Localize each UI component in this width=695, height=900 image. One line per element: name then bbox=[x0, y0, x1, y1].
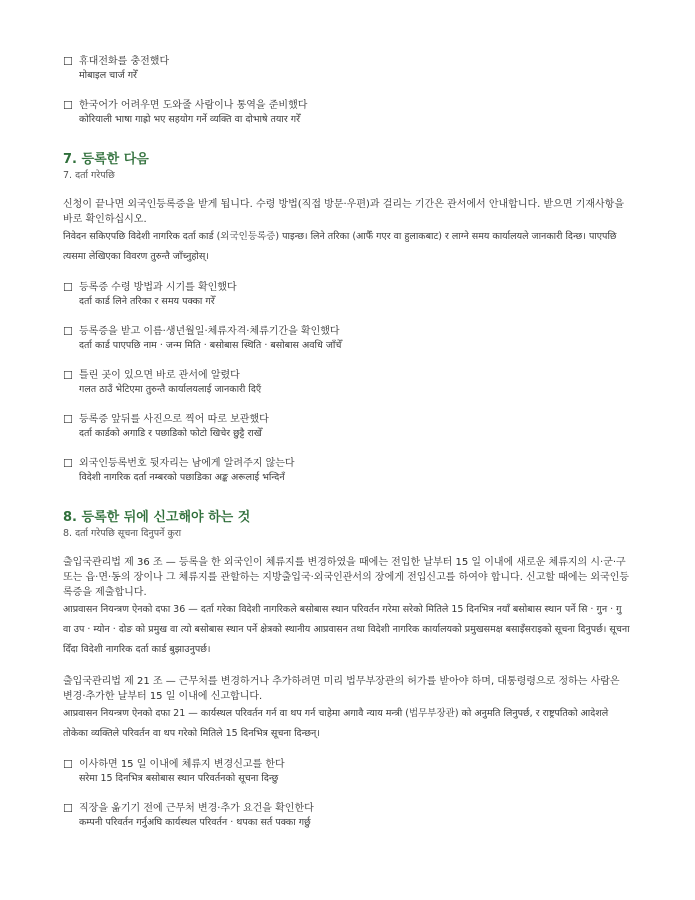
checklist-item[interactable] bbox=[63, 281, 632, 309]
checklist-item-korean: 한국어가 어려우면 도와줄 사람이나 통역을 준비했다 bbox=[79, 100, 308, 111]
checkbox-icon[interactable]: ☐ bbox=[63, 99, 73, 112]
checklist-item-korean: 직장을 옮기기 전에 근무처 변경·추가 요건을 확인한다 bbox=[79, 803, 314, 814]
checkbox-icon[interactable]: ☐ bbox=[63, 802, 73, 815]
section-subtitle-8: 8. दर्ता गरेपछि सूचना दिनुपर्ने कुरा bbox=[63, 528, 182, 539]
paragraph-korean: 신청이 끝나면 외국인등록증을 받게 됩니다. 수령 방법(직접 방문·우편)과 걸리는 기간은 관서에서 안내합니다. 받으면 기재사항을 바로 확인하십시오. bbox=[63, 199, 624, 225]
paragraph-nepali: निवेदन सकिएपछि विदेशी नागरिक दर्ता कार्ड (외국인등록증) पाइन्छ। लिने तरिका (आफैँ गएर वा हुलाकबाट) र लाग्ने समय कार्यालयले जानकारी दिन्छ। पाएपछि त्यसमा लेखिएका विवरण तुरुन्तै जाँच्नुहोस्। bbox=[63, 231, 617, 262]
section-subtitle-7: 7. दर्ता गरेपछि bbox=[63, 170, 115, 181]
checklist-item-nepali: गलत ठाउँ भेटिएमा तुरुन्तै कार्यालयलाई जानकारी दिएँ bbox=[79, 384, 262, 395]
checklist-item[interactable] bbox=[63, 758, 632, 786]
checklist-item-korean: 등록증 수령 방법과 시기를 확인했다 bbox=[79, 282, 237, 293]
checklist-item-korean: 등록증 앞뒤를 사진으로 찍어 따로 보관했다 bbox=[79, 414, 269, 425]
checkbox-icon[interactable]: ☐ bbox=[63, 369, 73, 382]
paragraph bbox=[63, 674, 632, 744]
checklist-item[interactable] bbox=[63, 369, 632, 397]
paragraph-nepali: आप्रवासन नियन्त्रण ऐनको दफा 21 — कार्यस्थल परिवर्तन गर्न वा थप गर्न चाहेमा अगावै न्याय मन्त्री (법무부장관) को अनुमति लिनुपर्छ, र राष्ट्रपतिको आदेशले तोकेका व्यक्तिले परिवर्तन वा थप गरेको मितिले 15 दिनभित्र सूचना दिन्छन्। bbox=[63, 708, 609, 739]
checklist-item-nepali: सरेमा 15 दिनभित्र बसोबास स्थान परिवर्तनको सूचना दिन्छु bbox=[79, 773, 279, 784]
checkbox-icon[interactable]: ☐ bbox=[63, 758, 73, 771]
checklist-item-nepali: दर्ता कार्ड लिने तरिका र समय पक्का गरेँ bbox=[79, 296, 215, 307]
checklist-item-nepali: कोरियाली भाषा गाह्रो भए सहयोग गर्ने व्यक्ति वा दोभाषे तयार गरेँ bbox=[79, 114, 301, 125]
checklist-item-korean: 등록증을 받고 이름·생년월일·체류자격·체류기간을 확인했다 bbox=[79, 326, 340, 337]
checklist-item[interactable] bbox=[63, 55, 632, 83]
paragraph-korean: 출입국관리법 제 36 조 — 등록을 한 외국인이 체류지를 변경하였을 때에는 전입한 날부터 15 일 이내에 새로운 체류지의 시·군·구 또는 읍·면·동의 장이나 그 체류지를 관할하는 지방출입국·외국인관서의 장에게 전입신고를 하여야 합니다. 신고할 때에는 외국인등록증을 제출합니다. bbox=[63, 557, 630, 598]
checklist-item-nepali: मोबाइल चार्ज गरेँ bbox=[79, 70, 137, 81]
checkbox-icon[interactable]: ☐ bbox=[63, 457, 73, 470]
paragraph-korean: 출입국관리법 제 21 조 — 근무처를 변경하거나 추가하려면 미리 법무부장관의 허가를 받아야 하며, 대통령령으로 정하는 사람은 변경·추가한 날부터 15 일 이내에 신고합니다. bbox=[63, 676, 620, 702]
checklist-item[interactable] bbox=[63, 457, 632, 485]
checkbox-icon[interactable]: ☐ bbox=[63, 55, 73, 68]
checklist-item-nepali: कम्पनी परिवर्तन गर्नुअघि कार्यस्थल परिवर्तन · थपका सर्त पक्का गर्छु bbox=[79, 817, 311, 828]
paragraph bbox=[63, 197, 632, 267]
checkbox-icon[interactable]: ☐ bbox=[63, 413, 73, 426]
checkbox-icon[interactable]: ☐ bbox=[63, 325, 73, 338]
checklist-item[interactable] bbox=[63, 413, 632, 441]
checklist-item[interactable] bbox=[63, 325, 632, 353]
checklist-item-korean: 이사하면 15 일 이내에 체류지 변경신고를 한다 bbox=[79, 759, 285, 770]
paragraph-nepali: आप्रवासन नियन्त्रण ऐनको दफा 36 — दर्ता गरेका विदेशी नागरिकले बसोबास स्थान परिवर्तन गरेमा सरेको मितिले 15 दिनभित्र नयाँ बसोबास स्थान पर्ने सि · गुन · गु वा उप · म्योन · दोङ को प्रमुख वा त्यो बसोबास स्थान पर्ने क्षेत्रको स्थानीय आप्रवासन तथा विदेशी नागरिक कार्यालयको प्रमुखसमक्ष बसाइँसराइको सूचना दिनुपर्छ। सूचना दिँदा विदेशी नागरिक दर्ता कार्ड बुझाउनुपर्छ। bbox=[63, 604, 630, 655]
section-heading-7: 7. 등록한 다음 bbox=[63, 152, 149, 167]
checklist-item-nepali: विदेशी नागरिक दर्ता नम्बरको पछाडिका अङ्क अरूलाई भन्दिनँ bbox=[79, 472, 285, 483]
checklist-item[interactable] bbox=[63, 99, 632, 127]
checklist-item-korean: 외국인등록번호 뒷자리는 남에게 알려주지 않는다 bbox=[79, 458, 295, 469]
checklist-item-korean: 휴대전화를 충전했다 bbox=[79, 56, 170, 67]
checklist-item[interactable] bbox=[63, 802, 632, 830]
checklist-item-nepali: दर्ता कार्डको अगाडि र पछाडिको फोटो खिचेर छुट्टै राखेँ bbox=[79, 428, 262, 439]
paragraph bbox=[63, 555, 632, 660]
checklist-item-nepali: दर्ता कार्ड पाएपछि नाम · जन्म मिति · बसोबास स्थिति · बसोबास अवधि जाँचेँ bbox=[79, 340, 342, 351]
section-heading-8: 8. 등록한 뒤에 신고해야 하는 것 bbox=[63, 510, 251, 525]
checklist-item-korean: 틀린 곳이 있으면 바로 관서에 알렸다 bbox=[79, 370, 240, 381]
checkbox-icon[interactable]: ☐ bbox=[63, 281, 73, 294]
